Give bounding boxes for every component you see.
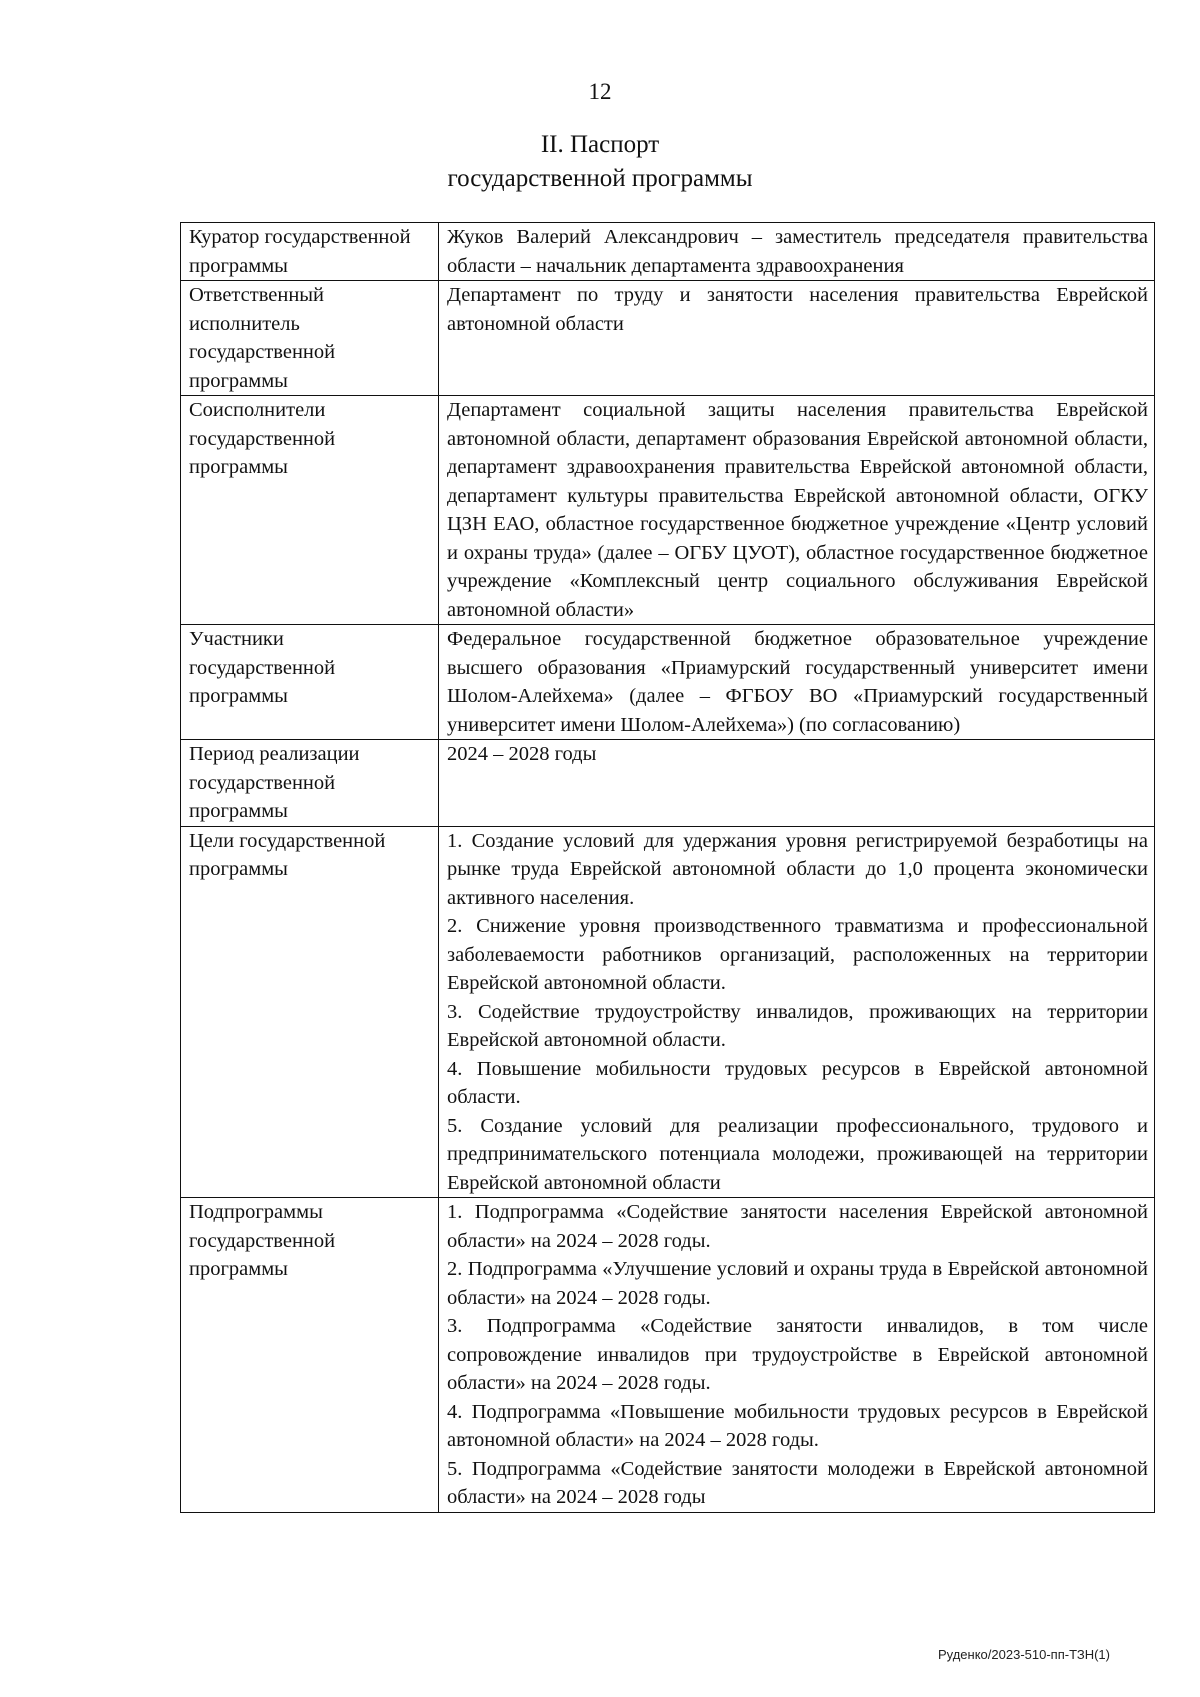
period-text: 2024 – 2028 годы xyxy=(447,743,597,765)
title-line-1: II. Паспорт xyxy=(540,131,660,158)
subprogram-item: 1. Подпрограмма «Содействие занятости населения Еврейской автономной области» на 2024 – 2028 годы. xyxy=(447,1201,1148,1252)
co-executors-value xyxy=(439,396,1155,625)
subprograms-value xyxy=(439,1198,1155,1513)
period-value xyxy=(439,740,1155,827)
responsible-executor-label: Ответственный исполнитель государственной программы xyxy=(181,281,439,396)
curator-value xyxy=(439,223,1155,281)
program-passport-table xyxy=(180,222,1155,1513)
participants-value xyxy=(439,625,1155,740)
subprogram-item: 2. Подпрограмма «Улучшение условий и охраны труда в Еврейской автономной области» на 2024 – 2028 годы. xyxy=(447,1258,1148,1309)
title-line-2: государственной программы xyxy=(447,165,753,192)
row-responsible-executor xyxy=(181,281,1155,396)
goal-item: 3. Содействие трудоустройству инвалидов, проживающих на территории Еврейской автономной области. xyxy=(447,1000,1148,1051)
row-goals xyxy=(181,826,1155,1198)
row-subprograms xyxy=(181,1198,1155,1513)
goal-item: 4. Повышение мобильности трудовых ресурсов в Еврейской автономной области. xyxy=(447,1057,1148,1108)
subprograms-label: Подпрограммы государственной программы xyxy=(181,1198,439,1513)
goal-item: 1. Создание условий для удержания уровня регистрируемой безработицы на рынке труда Еврейской автономной области до 1,0 процента экономически активного населения. xyxy=(447,829,1148,909)
subprogram-item: 4. Подпрограмма «Повышение мобильности трудовых ресурсов в Еврейской автономной области» на 2024 – 2028 годы. xyxy=(447,1400,1148,1451)
goal-item: 5. Создание условий для реализации профессионального, трудового и предпринимательского потенциала молодежи, проживающей на территории Еврейской автономной области xyxy=(447,1114,1148,1194)
curator-text: Жуков Валерий Александрович – заместитель председателя правительства области – начальник департамента здравоохранения xyxy=(447,226,1148,277)
participants-text: Федеральное государственной бюджетное образовательное учреждение высшего образования «Приамурский государственный университет имени Шолом-Алейхема» (далее – ФГБОУ ВО «Приамурский государственный университет имени Шолом-Алейхема») (по согласованию) xyxy=(447,628,1148,736)
page-number: 12 xyxy=(588,79,612,104)
subprogram-item: 3. Подпрограмма «Содействие занятости инвалидов, в том числе сопровождение инвалидов при трудоустройстве в Еврейской автономной области» на 2024 – 2028 годы. xyxy=(447,1315,1148,1394)
co-executors-text: Департамент социальной защиты населения правительства Еврейской автономной области, департамент образования Еврейской автономной области, департамент здравоохранения правительства Еврейской автономной области, департамент культуры правительства Еврейской автономной области, ОГКУ ЦЗН ЕАО, областное государственное бюджетное учреждение «Центр условий и охраны труда» (далее – ОГБУ ЦУОТ), областное государственное бюджетное учреждение «Комплексный центр социального обслуживания Еврейской автономной области» xyxy=(447,399,1148,621)
row-curator xyxy=(181,223,1155,281)
co-executors-label: Соисполнители государственной программы xyxy=(181,396,439,625)
curator-label: Куратор государственной программы xyxy=(181,223,439,281)
document-title xyxy=(0,128,1200,196)
responsible-executor-text: Департамент по труду и занятости населения правительства Еврейской автономной области xyxy=(447,284,1148,335)
subprogram-item: 5. Подпрограмма «Содействие занятости молодежи в Еврейской автономной области» на 2024 – 2028 годы xyxy=(447,1457,1148,1508)
period-label: Период реализации государственной программы xyxy=(181,740,439,827)
responsible-executor-value xyxy=(439,281,1155,396)
goals-value xyxy=(439,826,1155,1198)
goals-label: Цели государственной программы xyxy=(181,826,439,1198)
row-period xyxy=(181,740,1155,827)
document-registration-code: Руденко/2023-510-пп-ТЗН(1) xyxy=(937,1647,1110,1662)
participants-label: Участники государственной программы xyxy=(181,625,439,740)
goal-item: 2. Снижение уровня производственного травматизма и профессиональной заболеваемости работников организаций, расположенных на территории Еврейской автономной области. xyxy=(447,915,1148,994)
row-participants xyxy=(181,625,1155,740)
row-co-executors xyxy=(181,396,1155,625)
